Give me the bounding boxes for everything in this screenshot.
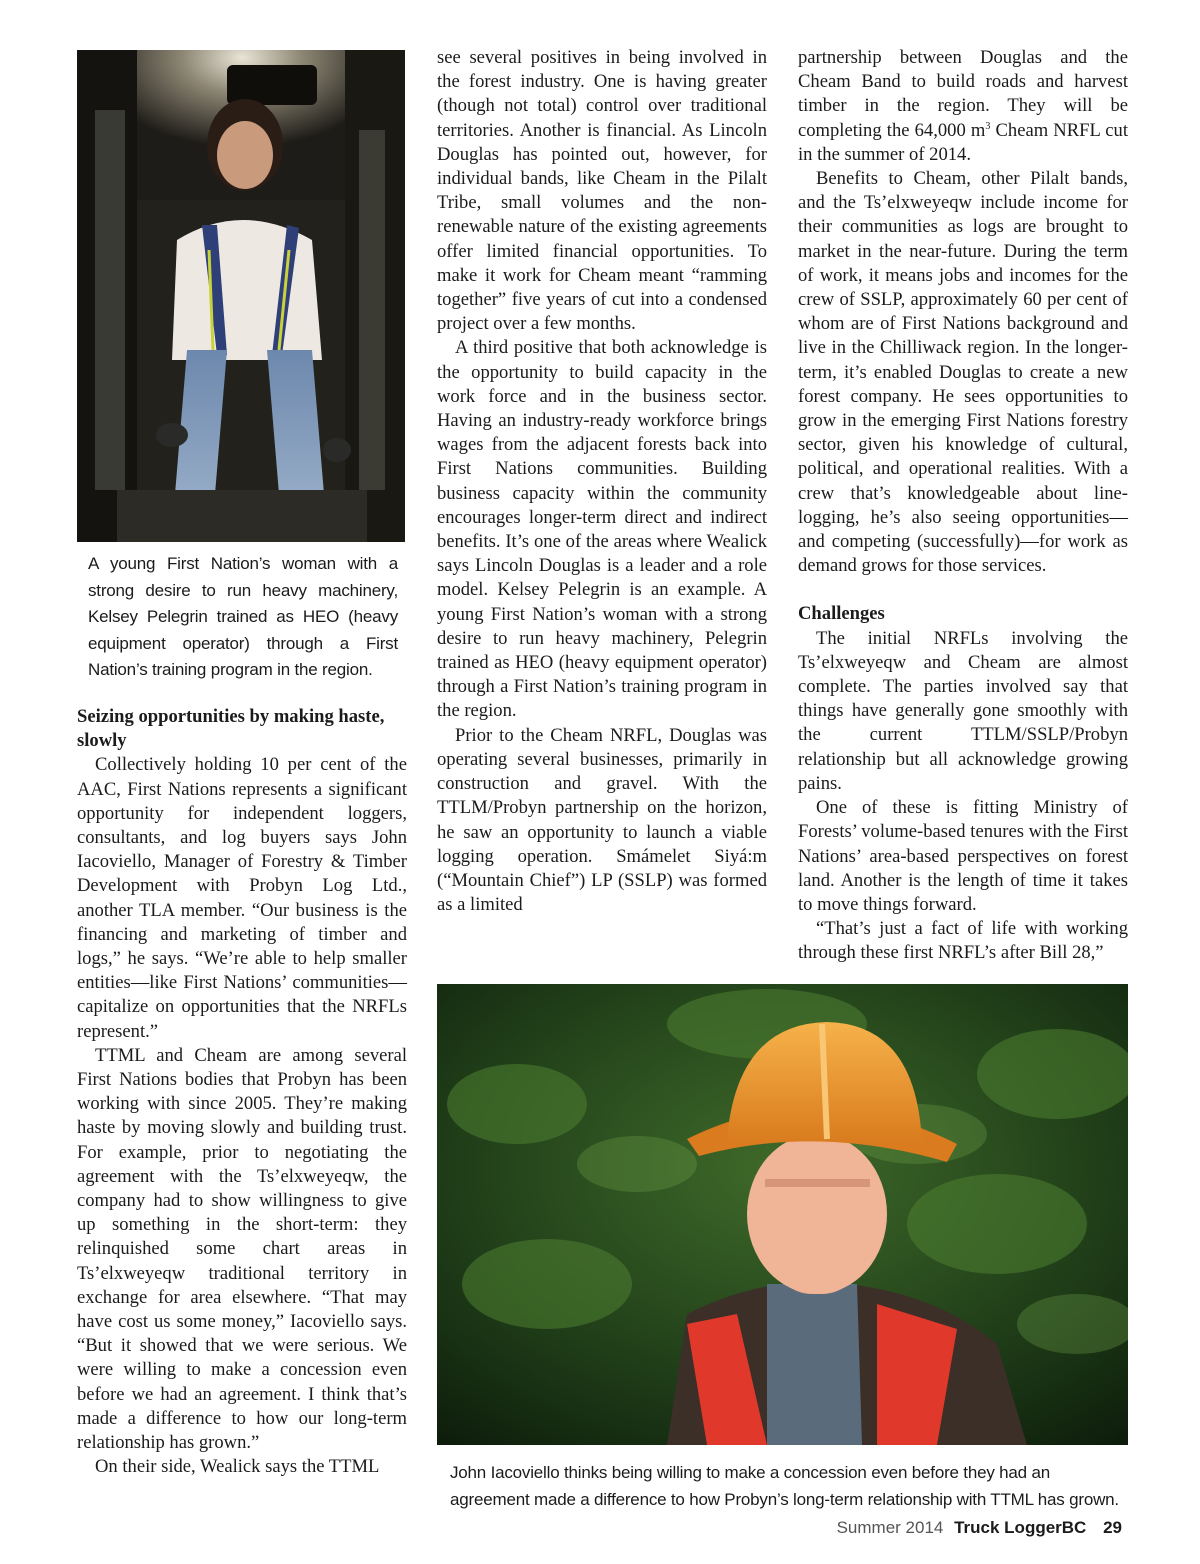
article-paragraph: “That’s just a fact of life with working through these first NRFL’s after Bill 28,”: [798, 918, 1128, 964]
photo-operator-caption: A young First Nation’s woman with a strong desire to run heavy machinery, Kelsey Pelegrin trained as HEO (heavy equipment operator) through a First Nation’s training program in the region.: [88, 554, 398, 680]
section-heading-seizing-opportunities: Seizing opportunities by making haste, slowly: [77, 706, 385, 752]
text-run: Cheam NRFL cut in the summer of 2014.: [798, 119, 1128, 165]
article-column-2: [437, 46, 767, 917]
photo-iacoviello-caption: John Iacoviello thinks being willing to make a concession even before they had an agreement made a difference to how Probyn’s long-term relationship with TTML has grown.: [450, 1463, 1119, 1509]
article-paragraph: Benefits to Cheam, other Pilalt bands, and the Ts’elxweyeqw include income for their communities as logs are brought to market in the near-future. During the term of work, it means jobs and incomes for the crew of SSLP, approximately 60 per cent of whom are of First Nations background and live in the Chilliwack region. In the longer-term, it’s enabled Douglas to create a new forest company. He sees opportunities to grow in the emerging First Nations forestry sector, given his knowledge of cultural, political, and operational realities. With a crew that’s knowledgeable about line-logging, he’s also seeing opportunities—and competing (successfully)—for work as demand grows for those services.: [798, 168, 1128, 577]
article-paragraph: One of these is fitting Ministry of Forests’ volume-based tenures with the First Nations’ area-based perspectives on forest land. Another is the length of time it takes to move things forward.: [798, 797, 1128, 915]
article-paragraph: The initial NRFLs involving the Ts’elxweyeqw and Cheam are almost complete. The parties involved say that things have generally gone smoothly with the current TTLM/SSLP/Probyn relationship but all acknowledge growing pains.: [798, 627, 1128, 794]
article-column-3: [798, 46, 1128, 966]
page-footer: [837, 1518, 1122, 1538]
article-paragraph: Collectively holding 10 per cent of the AAC, First Nations represents a significant opportunity for independent loggers, consultants, and log buyers says John Iacoviello, Manager of Forestry & Timber Development with Probyn Log Ltd., another TLA member. “Our business is the financing and marketing of timber and logs,” he says. “We’re able to help smaller entities—like First Nations’ communities—capitalize on opportunities that the NRFLs represent.”: [77, 754, 407, 1042]
article-paragraph: On their side, Wealick says the TTML: [95, 1456, 380, 1478]
paragraph-gap: [798, 578, 1128, 602]
photo-iacoviello: [437, 984, 1128, 1445]
page-number: 29: [1103, 1518, 1122, 1537]
photo-iacoviello-image: [437, 984, 1128, 1445]
magazine-name: Truck LoggerBC: [954, 1518, 1087, 1537]
article-column-1: [77, 705, 407, 1480]
photo-operator-image: [77, 50, 405, 542]
superscript: 3: [985, 120, 991, 132]
issue-date: Summer 2014: [836, 1518, 944, 1537]
photo-operator: [77, 50, 405, 542]
article-paragraph: [798, 46, 1128, 167]
section-heading-challenges: Challenges: [798, 603, 885, 625]
article-paragraph: see several positives in being involved in the forest industry. One is having greater (though not total) control over traditional territories. Another is financial. As Lincoln Douglas has pointed out, however, for individual bands, like Cheam in the Pilalt Tribe, small volumes and the non-renewable nature of the existing agreements offer limited financial opportunities. To make it work for Cheam meant “ramming together” five years of cut into a condensed project over a few months.: [437, 47, 767, 335]
article-paragraph: Prior to the Cheam NRFL, Douglas was operating several businesses, primarily in construction and gravel. With the TTLM/Probyn partnership on the horizon, he saw an opportunity to launch a viable logging operation. Smámelet Siyá:m (“Mountain Chief”) LP (SSLP) was formed as a limited: [437, 724, 767, 916]
article-paragraph: A third positive that both acknowledge is the opportunity to build capacity in the work force and in the business sector. Having an industry-ready workforce brings wages from the adjacent forests back into First Nations communities. Building business capacity within the community encourages longer-term direct and indirect benefits. It’s one of the areas where Wealick says Lincoln Douglas is a leader and a role model. Kelsey Pelegrin is an example. A young First Nation’s woman with a strong desire to run heavy machinery, Pelegrin trained as HEO (heavy equipment operator) through a First Nation’s training program in the region.: [437, 337, 767, 722]
article-paragraph: TTML and Cheam are among several First Nations bodies that Probyn has been working with since 2005. They’re making haste by moving slowly and building trust. For example, prior to negotiating the agreement with the Ts’elxweyeqw, the company had to show willingness to give up something in the short-term: they relinquished some chart areas in Ts’elxweyeqw traditional territory in exchange for area elsewhere. “That may have cost us some money,” Iacoviello says. “But it showed that we were serious. We were willing to make a concession even before we had an agreement. I think that’s made a difference to how our long-term relationship has grown.”: [77, 1044, 407, 1454]
text-run: partnership between Douglas and the Cheam Band to build roads and harvest timber in the region. They will be completing the 64,000 m: [798, 47, 1128, 141]
